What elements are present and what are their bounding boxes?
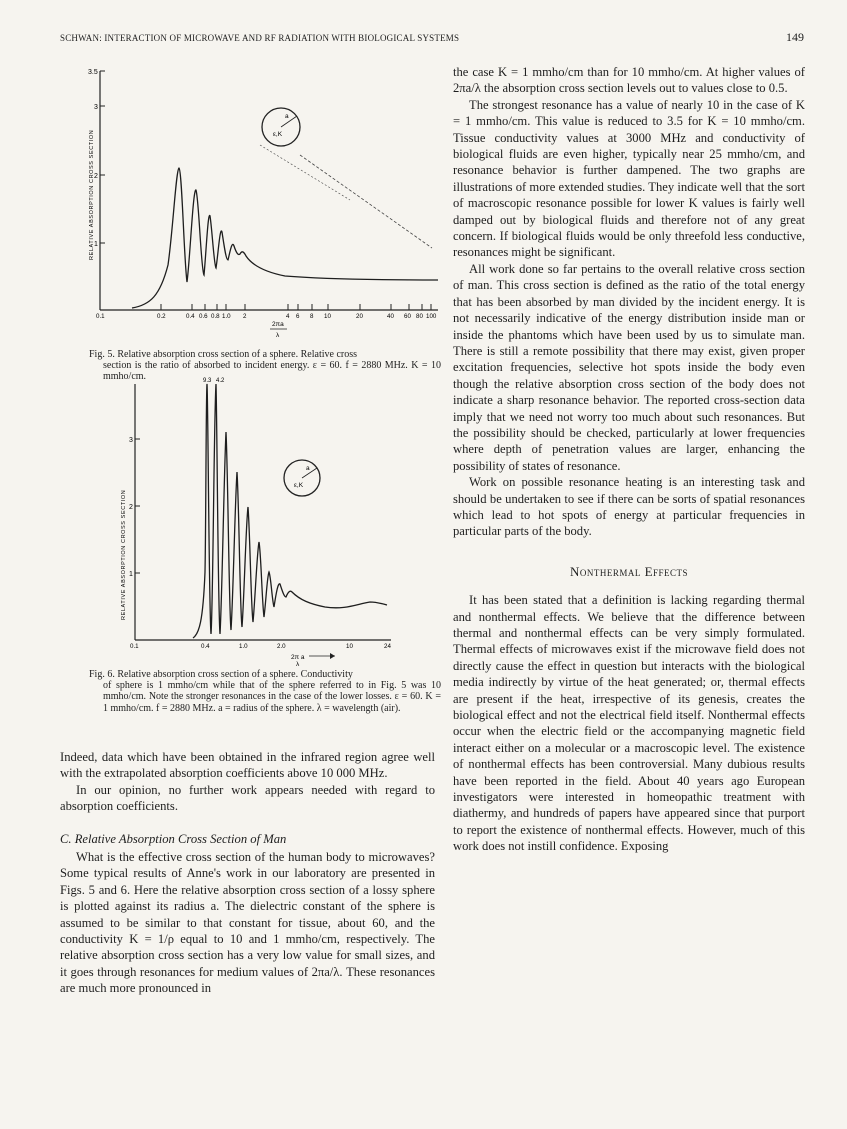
page-number: 149: [786, 30, 804, 44]
fig5-x-label-num: 2πa: [272, 321, 284, 328]
left-column-text: [60, 749, 435, 997]
svg-text:0.6: 0.6: [199, 313, 208, 320]
fig5-y-label: RELATIVE ABSORPTION CROSS SECTION: [89, 129, 95, 260]
fig5-x-label-den: λ: [276, 332, 280, 339]
fig5-y-tick: 1: [94, 241, 98, 248]
svg-text:24: 24: [384, 643, 391, 650]
svg-text:0.1: 0.1: [130, 643, 139, 650]
fig6-x-label-den: λ: [296, 661, 300, 667]
svg-text:2: 2: [243, 313, 247, 320]
svg-text:0.4: 0.4: [186, 313, 195, 320]
fig5-curve: [132, 168, 438, 308]
paragraph: It has been stated that a definition is lacking regarding thermal and nonthermal effects. We believe that the difference between thermal and nonthermal effects can be very simply formulated. Thermal effects of microwaves exist if the microwave field does not directly cause the effect in question but interacts with the biological media indirectly by virtue of the heat generated; or, thermal effects are present if the heat, irrespective of its genesis, creates the biological effect and not the electrical field itself. Nonthermal effects occur when the electric field or the accompanying magnetic field interact either on a molecular or a macroscopic level. The existence of nonthermal effects has been controversial. Many dubious results have been reported in the field. About 40 years ago European investigators were interested in homeopathic treatment with diathermy, and hundreds of papers have appeared since that purport to report the existence of nonthermal effects. However, much of this work does not instill confidence. Exposing: [453, 593, 805, 854]
svg-text:0.8: 0.8: [211, 313, 220, 320]
fig6-y-label: RELATIVE ABSORPTION CROSS SECTION: [121, 489, 127, 620]
paragraph: The strongest resonance has a value of nearly 10 in the case of K = 1 mmho/cm. This value is reduced to 3.5 for K = 10 mmho/cm. Tissue conductivity values at 3000 MHz and conductivity of biological fluids are even higher, typically near 25 mmho/cm, and resonance behavior is further dampened. The two graphs are illustrations of more extended studies. They indicate well that the sort of macroscopic resonance possible for lower K values is fairly well damped out by biological fluids and therefore not of any great concern. If biological fluids would be only threefold less conductive, resonances might be significant.: [453, 97, 805, 260]
fig6-inset-material-label: ε,K: [294, 482, 304, 489]
fig5-y-tick: 3.5: [88, 69, 98, 76]
svg-text:8: 8: [310, 313, 314, 320]
fig5-y-tick: 2: [94, 173, 98, 180]
paragraph: Indeed, data which have been obtained in the infrared region agree well with the extrapolated absorption coefficients above 10 000 MHz.: [60, 750, 435, 781]
paragraph: Work on possible resonance heating is an interesting task and should be undertaken to see if there can be sorts of spatial resonances which lead to hot spots of energy at particular frequencies in particular parts of the body.: [453, 475, 805, 539]
paragraph: the case K = 1 mmho/cm than for 10 mmho/cm. At higher values of 2πa/λ the absorption cross section levels out to values close to 0.5.: [453, 65, 805, 96]
fig6-x-label-num: 2π a: [291, 654, 305, 661]
figure-6: [95, 372, 440, 667]
fig6-inset-radius-label: a: [306, 465, 310, 472]
svg-text:2.0: 2.0: [277, 643, 286, 650]
svg-text:1: 1: [129, 571, 133, 578]
fig5-inset-material-label: ε,K: [273, 131, 283, 138]
running-head: SCHWAN: INTERACTION OF MICROWAVE AND RF RADIATION WITH BIOLOGICAL SYSTEMS: [60, 33, 460, 43]
svg-text:20: 20: [356, 313, 363, 320]
fig5-x-tick-labels: [96, 313, 437, 320]
svg-text:0.2: 0.2: [157, 313, 166, 320]
svg-text:1.0: 1.0: [222, 313, 231, 320]
right-column-text: [453, 64, 805, 855]
svg-text:60: 60: [404, 313, 411, 320]
svg-text:0.4: 0.4: [201, 643, 210, 650]
fig6-caption-rest: of sphere is 1 mmho/cm while that of the sphere referred to in Fig. 5 was 10 mmho/cm. Note the stronger resonances in the case of the lower losses. ε = 60. K = 1 mmho/cm. f = 2880 MHz. a = radius of the sphere. λ = wavelength (air).: [103, 680, 441, 714]
fig5-caption-rest: section is the ratio of absorbed to incident energy. ε = 60. f = 2880 MHz. K = 10 mmho/cm.: [103, 360, 441, 383]
fig6-peak-label: 4.2: [216, 378, 225, 384]
svg-text:80: 80: [416, 313, 423, 320]
subsection-heading: C. Relative Absorption Cross Section of Man: [60, 831, 287, 846]
fig6-peak-label: 9.3: [203, 378, 212, 384]
svg-text:6: 6: [296, 313, 300, 320]
svg-text:0.1: 0.1: [96, 313, 105, 320]
svg-text:100: 100: [426, 313, 437, 320]
paragraph: In our opinion, no further work appears needed with regard to absorption coefficients.: [60, 782, 435, 814]
figure-6-caption: [89, 669, 441, 714]
svg-text:4: 4: [286, 313, 290, 320]
svg-text:1.0: 1.0: [239, 643, 248, 650]
paragraph: All work done so far pertains to the overall relative cross section of man. This cross section is defined as the ratio of the total energy that has been absorbed by man divided by the incident energy. It is not necessarily indicative of the energy distribution inside man or inside the phantoms which have been used by us to simulate man. There is still a remote possibility that there may exist, given proper excitation frequencies, selective hot spots inside the body even though the relative absorption cross section of the body does not indicate a sharp resonance behavior. The reported cross-section data imply that we need not worry too much about such resonances. But the possibility should be checked, particularly at lower frequencies where depth of penetration values are larger, enhancing the possibility of states of resonance.: [453, 261, 805, 473]
fig5-inset-radius-label: a: [285, 113, 289, 120]
svg-text:2: 2: [129, 504, 133, 511]
svg-text:3: 3: [129, 437, 133, 444]
svg-text:10: 10: [324, 313, 331, 320]
fig5-x-ticks: [100, 304, 431, 310]
fig5-caption-first: Fig. 5. Relative absorption cross section of a sphere. Relative cross: [89, 349, 357, 360]
fig6-x-tick-labels: [130, 643, 391, 650]
svg-text:10: 10: [346, 643, 353, 650]
fig6-curve: [193, 384, 387, 638]
paragraph: What is the effective cross section of the human body to microwaves? Some typical results of Anne's work in our laboratory are presented in Figs. 5 and 6. Here the relative absorption cross section of a lossy sphere is plotted against its radius a. The dielectric constant of the sphere is assumed to be similar to that constant for tissue, about 60, and the conductivity K = 1/ρ equal to 10 and 1 mmho/cm, respectively. The relative absorption cross section has a very low value for small sizes, and it goes through resonances for medium values of 2πa/λ. These resonances are much more pronounced in: [60, 850, 435, 996]
fig6-caption-first: Fig. 6. Relative absorption cross section of a sphere. Conductivity: [89, 669, 353, 680]
fig5-y-tick: 3: [94, 104, 98, 111]
svg-text:40: 40: [387, 313, 394, 320]
figure-5: [60, 60, 445, 345]
section-heading: Nonthermal Effects: [569, 563, 689, 579]
